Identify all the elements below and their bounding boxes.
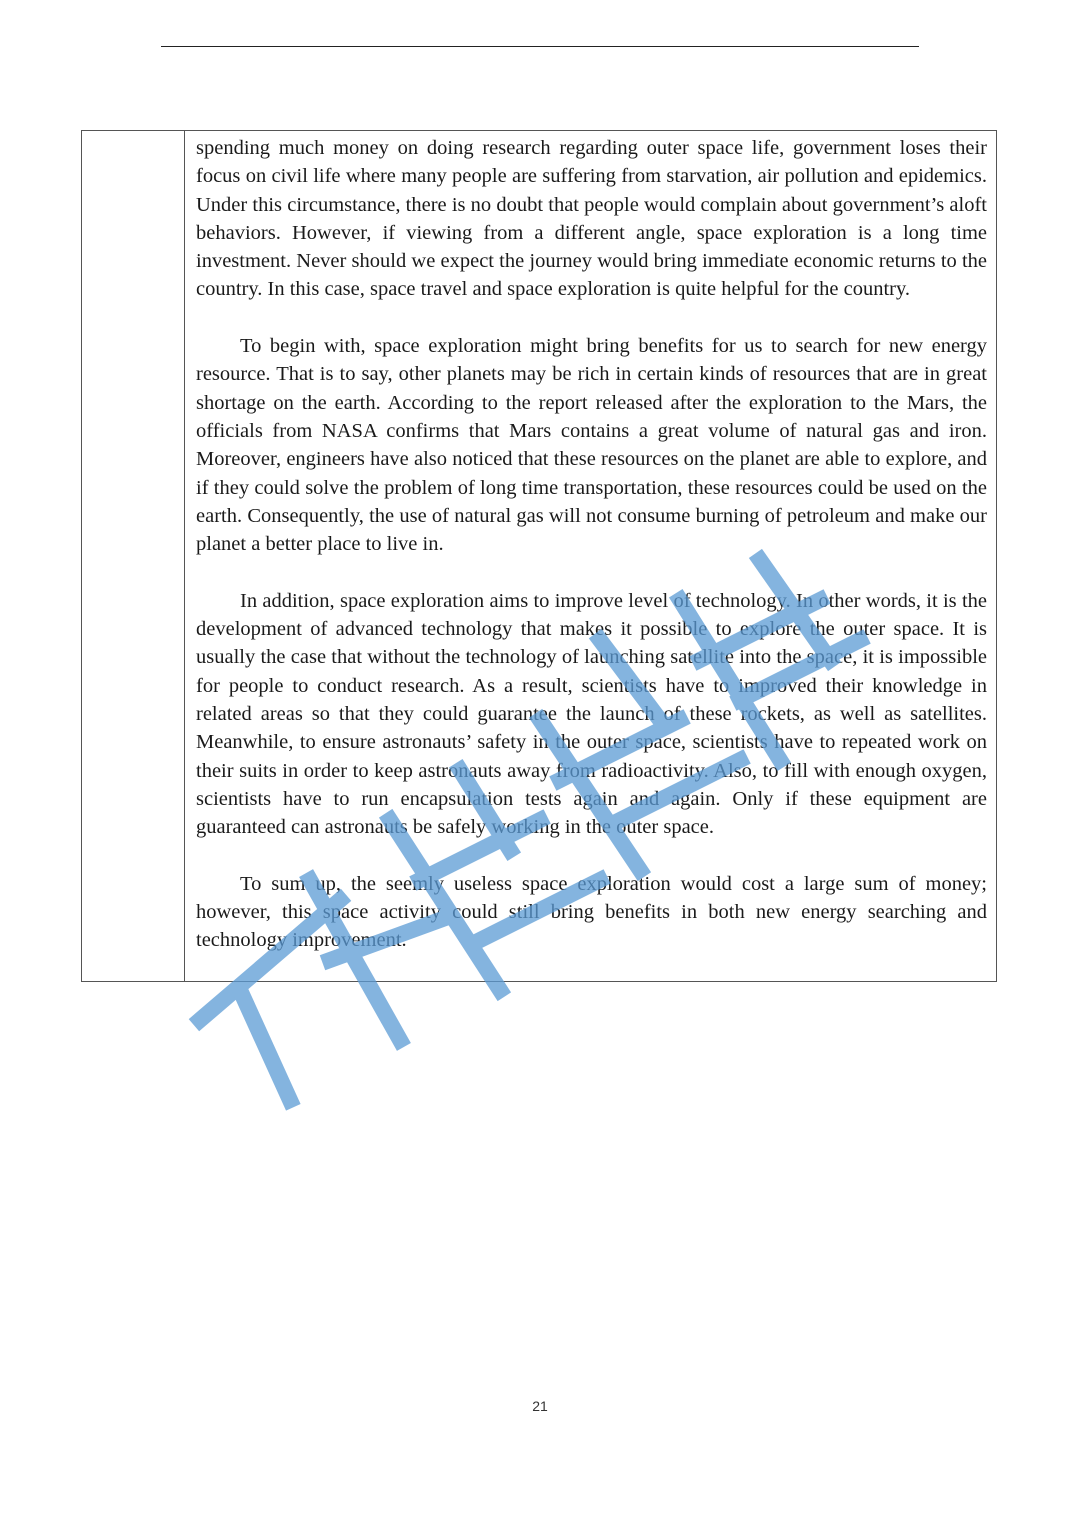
- paragraph-technology: In addition, space exploration aims to improve level of technology. In other words, it is the development of advanced technology that makes it possible to explore the outer space. It is usually the case that without the technology of launching satellite into the space, it is impossible for people to conduct research. As a result, scientists have to improved their knowledge in related areas so that they could guarantee the launch of these rockets, as well as satellites. Meanwhile, to ensure astronauts’ safety in the outer space, scientists have to repeated work on their suits in order to keep astronauts away from radioactivity. Also, to fill with enough oxygen, scientists have to run encapsulation tests again and again. Only if these equipment are guaranteed can astronauts be safely working in the outer space.: [196, 589, 987, 839]
- page-number: 21: [532, 1398, 548, 1414]
- paragraph-intro-continued: spending much money on doing research regarding outer space life, government loses their focus on civil life where many people are suffering from starvation, air pollution and epidemics. Under this circumstance, there is no doubt that people would complain about government’s aloft behaviors. However, if viewing from a different angle, space exploration is a long time investment. Never should we expect the journey would bring immediate economic returns to the country. In this case, space travel and space exploration is quite helpful for the country.: [196, 137, 987, 301]
- table-content-cell: [196, 134, 987, 955]
- header-rule: [161, 46, 919, 47]
- paragraph-conclusion: To sum up, the seemly useless space exploration would cost a large sum of money; however, this space activity could still bring benefits in both new energy searching and technology improvement.: [196, 872, 987, 952]
- paragraph-energy-resource: To begin with, space exploration might bring benefits for us to search for new energy resource. That is to say, other planets may be rich in certain kinds of resources that are in great shortage on the earth. According to the report released after the exploration to the Mars, the officials from NASA confirms that Mars contains a great volume of natural gas and iron. Moreover, engineers have also noticed that these resources on the planet are able to explore, and if they could solve the problem of long time transportation, these resources could be used on the earth. Consequently, the use of natural gas will not consume burning of petroleum and make our planet a better place to live in.: [196, 335, 987, 556]
- essay-table: [81, 130, 997, 982]
- table-left-column: [82, 131, 185, 981]
